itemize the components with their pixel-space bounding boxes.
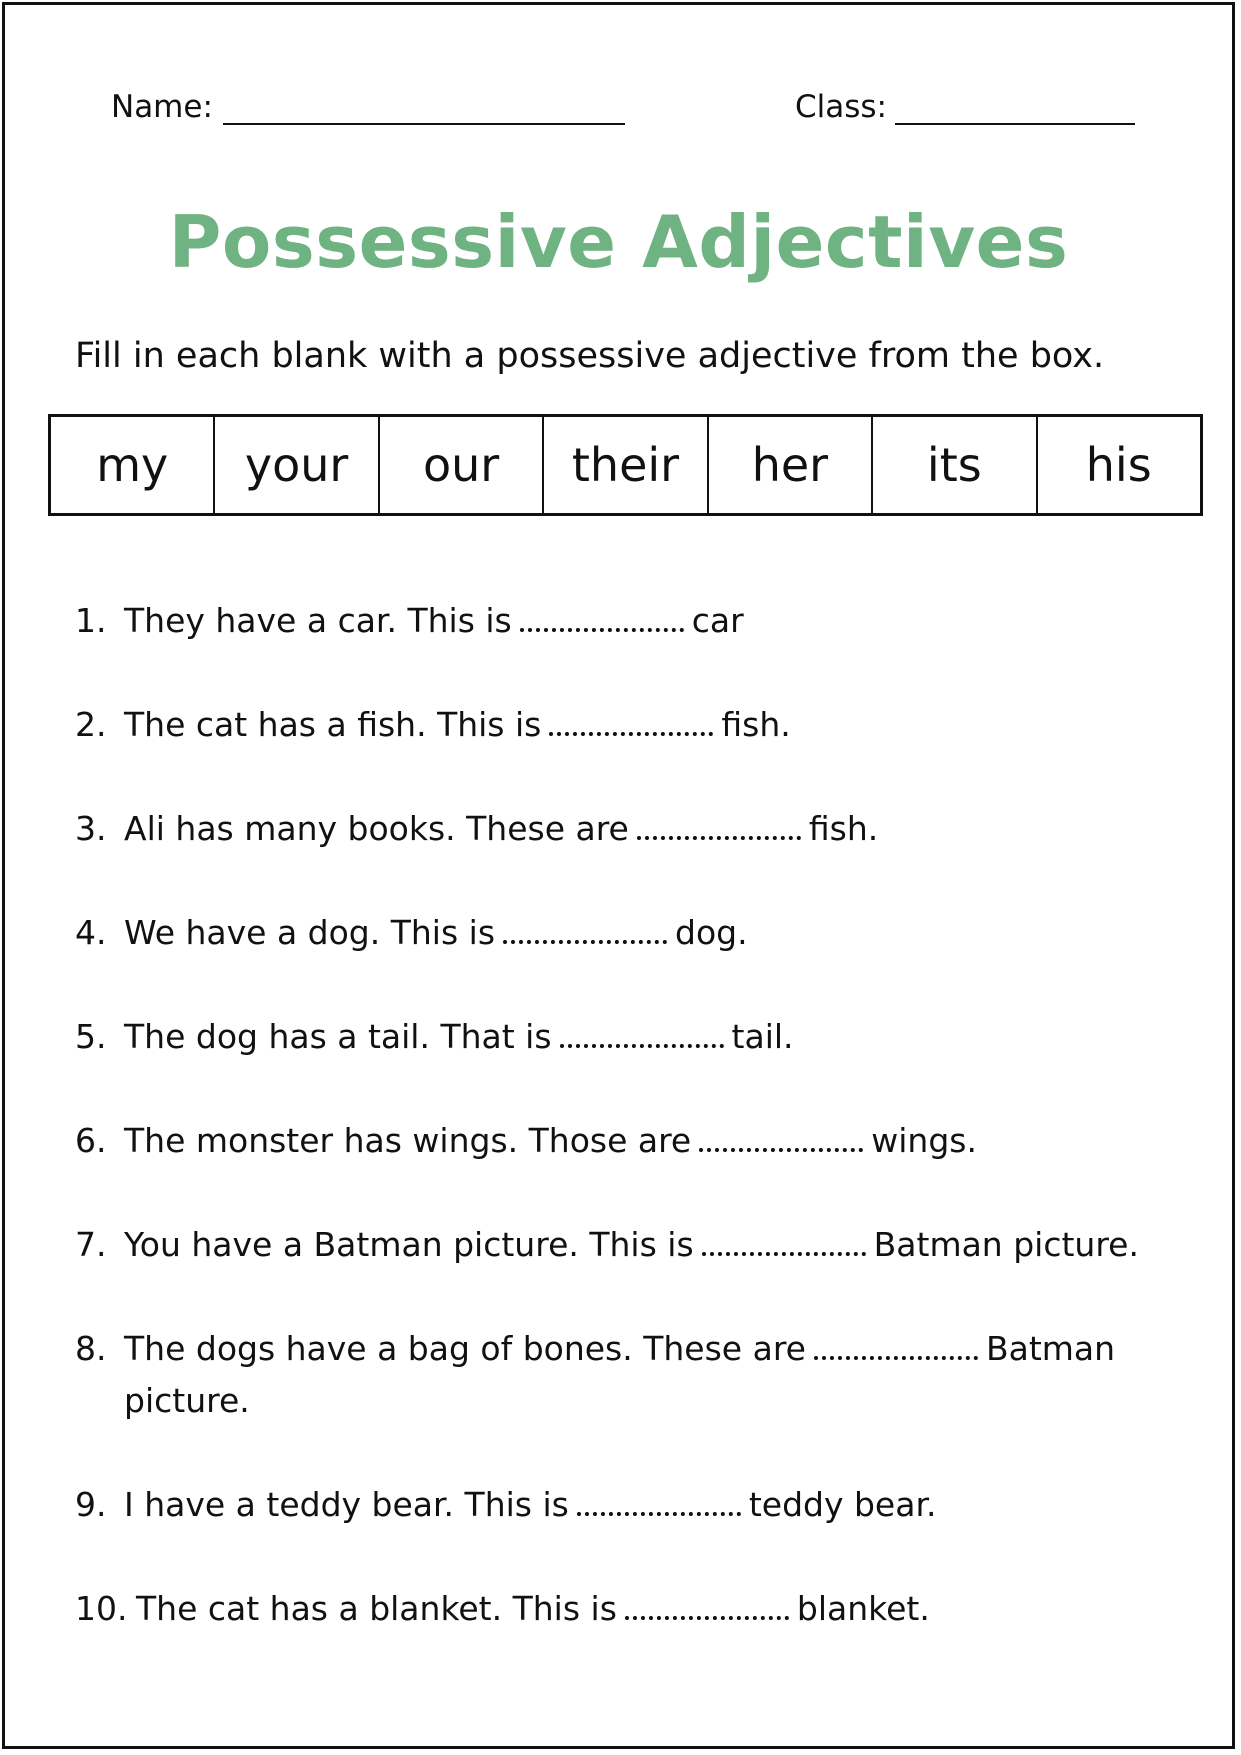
question-item xyxy=(75,907,1195,959)
question-text-after: blanket. xyxy=(796,1589,930,1628)
question-item xyxy=(75,1219,1195,1271)
question-text-before: I have a teddy bear. This is xyxy=(124,1485,569,1524)
question-item xyxy=(75,699,1195,751)
answer-blank[interactable] xyxy=(702,1228,866,1256)
question-number: 7. xyxy=(75,1225,107,1264)
student-info-header xyxy=(5,89,1232,129)
worksheet-page xyxy=(2,2,1235,1749)
question-item xyxy=(75,1115,1195,1167)
question-number: 10. xyxy=(75,1589,128,1628)
instruction-text: Fill in each blank with a possessive adjective from the box. xyxy=(75,336,1105,376)
question-number: 3. xyxy=(75,809,107,848)
question-text-before: The dog has a tail. That is xyxy=(124,1017,552,1056)
word-bank-item: his xyxy=(1085,438,1152,492)
question-text-before: We have a dog. This is xyxy=(124,913,496,952)
word-bank-item: your xyxy=(215,417,379,513)
question-item xyxy=(75,595,1195,647)
answer-blank[interactable] xyxy=(560,1020,724,1048)
question-text-before: They have a car. This is xyxy=(124,601,512,640)
worksheet-title: Possessive Adjectives xyxy=(168,200,1069,284)
question-number: 2. xyxy=(75,705,107,744)
question-number: 8. xyxy=(75,1329,107,1368)
answer-blank[interactable] xyxy=(520,604,684,632)
question-item xyxy=(75,1479,1195,1531)
answer-blank[interactable] xyxy=(549,708,713,736)
question-text-after: Batman picture. xyxy=(124,1329,1116,1420)
class-label: Class: xyxy=(795,89,888,125)
word-bank-item: my xyxy=(51,417,215,513)
question-text-after: car xyxy=(691,601,744,640)
question-text-after: fish. xyxy=(808,809,879,848)
question-item xyxy=(75,1011,1195,1063)
question-item xyxy=(75,1323,1195,1427)
word-bank xyxy=(48,414,1203,516)
question-number: 6. xyxy=(75,1121,107,1160)
name-field[interactable] xyxy=(223,123,625,125)
question-text-after: fish. xyxy=(721,705,791,744)
question-text-after: tail. xyxy=(731,1017,794,1056)
question-number: 5. xyxy=(75,1017,107,1056)
question-text-after: wings. xyxy=(871,1121,977,1160)
answer-blank[interactable] xyxy=(577,1488,741,1516)
name-label: Name: xyxy=(111,89,213,125)
answer-blank[interactable] xyxy=(625,1592,789,1620)
word-bank-item: our xyxy=(380,417,544,513)
question-number: 9. xyxy=(75,1485,107,1524)
question-text-before: The cat has a blanket. This is xyxy=(136,1589,617,1628)
question-text-before: The dogs have a bag of bones. These are xyxy=(124,1329,806,1368)
question-text-after: teddy bear. xyxy=(748,1485,937,1524)
answer-blank[interactable] xyxy=(699,1124,863,1152)
question-text-before: You have a Batman picture. This is xyxy=(124,1225,694,1264)
answer-blank[interactable] xyxy=(637,812,801,840)
question-item xyxy=(75,803,1195,855)
question-text-before: Ali has many books. These are xyxy=(124,809,629,848)
question-number: 1. xyxy=(75,601,107,640)
word-bank-item: their xyxy=(544,417,708,513)
class-field[interactable] xyxy=(895,123,1135,125)
answer-blank[interactable] xyxy=(503,916,667,944)
question-text-after: Batman picture. xyxy=(873,1225,1139,1264)
question-number: 4. xyxy=(75,913,107,952)
question-text-after: dog. xyxy=(675,913,748,952)
word-bank-item: its xyxy=(873,417,1037,513)
question-text-before: The monster has wings. Those are xyxy=(124,1121,692,1160)
answer-blank[interactable] xyxy=(814,1332,978,1360)
question-text-before: The cat has a fish. This is xyxy=(124,705,542,744)
question-item xyxy=(75,1583,1195,1635)
word-bank-item: her xyxy=(709,417,873,513)
question-list xyxy=(75,595,1195,1687)
